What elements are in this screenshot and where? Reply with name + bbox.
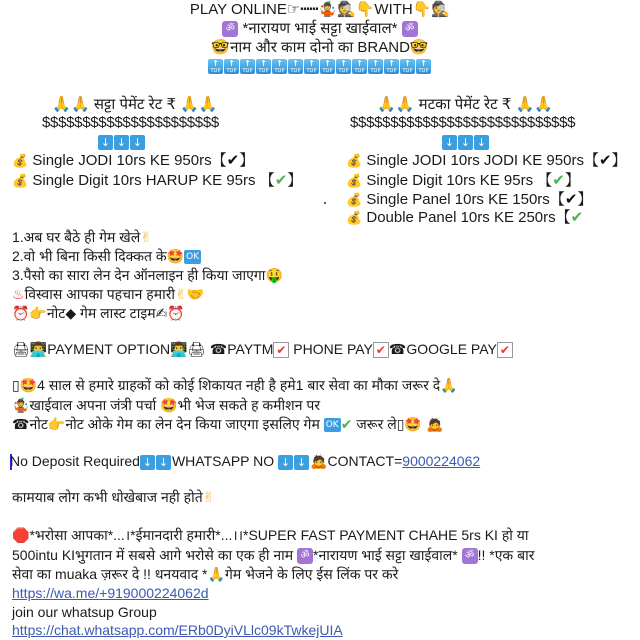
pointing-juggler-detective-emoji-icon: ☞┅┅🤹🕵👇: [286, 0, 375, 18]
down-arrow-icon: ↓: [474, 135, 489, 150]
money-bag-icon: 💰: [346, 174, 363, 189]
payment-paytm: PAYTM: [227, 341, 274, 357]
contact-line: [10, 452, 480, 472]
check-mark-icon: ✔: [226, 151, 240, 169]
money-bag-icon: 💰: [12, 154, 29, 169]
folded-hands-icon: 🙏🙏: [52, 95, 90, 113]
down-arrow-icon: ↓: [98, 135, 113, 150]
top-arrow-icon: ↑ TOP: [224, 59, 239, 74]
nerd-face-icon: 🤓: [409, 38, 429, 56]
telephone-icon: ☎: [12, 417, 30, 433]
top-arrow-icon: ↑ TOP: [336, 59, 351, 74]
down-arrow-icon: ↓: [278, 455, 293, 470]
money-bag-icon: 💰: [346, 211, 363, 226]
rate-text: Single JODI 10rs JODI KE 950rs: [366, 152, 584, 169]
brand-name-text: *नारायण भाई सट्टा खाईवाल*: [238, 20, 402, 37]
check-box-icon: ✔: [373, 342, 389, 358]
rate-text: Single Panel 10rs KE 150rs: [366, 191, 550, 208]
with-text: WITH: [374, 1, 413, 18]
star-struck-bowing-icon: ▯🤩 🙇: [396, 417, 444, 433]
stray-dot: [324, 202, 326, 204]
check-mark-icon: ✔: [564, 190, 578, 208]
satta-dollar-divider: $$$$$$$$$$$$$$$$$$$$$$: [42, 114, 219, 131]
header-line-2: [0, 19, 640, 38]
motto-line: कामयाब लोग कभी धोखेबाज नही होते✌: [12, 489, 215, 506]
wa-me-link-line: [12, 584, 209, 603]
folded-hands-icon: 🙏🙏: [180, 95, 218, 113]
top-arrow-icon: ↑ TOP: [384, 59, 399, 74]
play-online-text: PLAY ONLINE: [189, 1, 287, 18]
matka-rate-title-text: मटका पेमेंट रेट ₹: [414, 96, 516, 113]
ok-button-icon: OK: [186, 252, 200, 263]
bowing-person-icon: 🙇: [310, 454, 328, 470]
check-mark-icon: ✔: [274, 171, 288, 189]
down-arrow-icon: ↓: [140, 455, 155, 470]
money-bag-icon: 💰: [346, 154, 363, 169]
matka-rate-title: [348, 95, 582, 114]
top-arrow-icon: ↑ TOP: [416, 59, 431, 74]
list-item-3: 3.पैसो का सारा लेन देन ऑनलाइन ही किया जाएगा🤑: [12, 267, 283, 284]
list-item-1: 1.अब घर बैठे ही गेम खेले✌: [12, 229, 152, 246]
top-arrow-icon: ↑ TOP: [352, 59, 367, 74]
check-mark-icon: ✔: [570, 208, 584, 226]
telephone-icon: ☎: [388, 342, 407, 358]
note-line: ⏰👉नोट◆ गेम लास्ट टाइम✍⏰: [12, 305, 185, 322]
juggler-icon: 🤹: [12, 398, 30, 414]
down-arrow-icon: ↓: [156, 455, 171, 470]
printer-technologist-icon: 🖨👨‍💻: [12, 342, 48, 358]
star-struck-icon: 🤩: [160, 398, 178, 414]
ok-button-icon: OK: [325, 420, 339, 431]
top-arrow-icon: ↑ TOP: [256, 59, 271, 74]
group-link-line: [12, 621, 343, 640]
alarm-clock-pointing-icon: ⏰👉: [12, 306, 47, 322]
money-bag-icon: 💰: [346, 193, 363, 208]
payment-options-line: [12, 340, 513, 360]
folded-hands-icon: 🙏: [440, 378, 458, 394]
technologist-printer-phone-icon: 👨‍💻🖨 ☎: [170, 342, 228, 358]
top-badge-row: [0, 58, 640, 74]
satta-rate-title-text: सट्टा पेमेंट रेट ₹: [89, 96, 181, 113]
victory-handshake-icon: ✌🤝: [175, 287, 205, 303]
satta-rate-row: 💰 Single Digit 10rs HARUP KE 95rs 【✔】: [12, 171, 303, 189]
om-icon: ॐ: [402, 21, 418, 37]
top-arrow-icon: ↑ TOP: [400, 59, 415, 74]
header-line-1: [0, 0, 640, 19]
info-line-1: ▯🤩4 साल से हमारे ग्राहकों को कोई शिकायत नही है हमे1 बार सेवा का मौका जरूर दे🙏: [12, 377, 458, 394]
folded-hands-icon: 🙏: [207, 567, 225, 583]
header-line-3: [0, 38, 640, 57]
down-arrow-icon: ↓: [294, 455, 309, 470]
join-group-text: join our whatsup Group: [12, 604, 157, 620]
folded-hands-icon: 🙏🙏: [515, 95, 553, 113]
check-mark-icon: ✔: [552, 171, 565, 189]
matka-rate-row: 💰 Single JODI 10rs JODI KE 950rs【✔】: [346, 151, 627, 169]
matka-dollar-divider: $$$$$$$$$$$$$$$$$$$$$$$$$$$$: [350, 114, 576, 131]
star-struck-icon: ▯🤩: [12, 378, 38, 394]
trust-line: ♨विस्वास आपका पहचान हमारी✌🤝: [12, 286, 205, 303]
rate-text: Single JODI 10rs KE 950rs: [32, 152, 212, 169]
matka-rate-row: 💰 Single Digit 10rs KE 95rs 【✔】: [346, 171, 580, 189]
info-line-2: 🤹खाईवाल अपना जंत्री पर्चा 🤩भी भेज सकते ह कमीशन पर: [12, 397, 321, 414]
rate-text: Single Digit 10rs KE 95rs: [366, 172, 538, 189]
down-arrow-icon: ↓: [130, 135, 145, 150]
top-arrow-icon: ↑ TOP: [208, 59, 223, 74]
rate-text: Double Panel 10rs KE 250rs: [366, 209, 556, 226]
satta-rate-row: 💰 Single JODI 10rs KE 950rs【✔】: [12, 151, 255, 169]
victory-hand-icon: ✌: [202, 490, 215, 506]
rate-text: Single Digit 10rs HARUP KE 95rs: [32, 172, 260, 189]
check-mark-icon: ✔: [598, 151, 612, 169]
satta-down-arrows: [98, 133, 146, 150]
wa-me-link[interactable]: https://wa.me/+919000224062d: [12, 585, 209, 601]
om-icon: ॐ: [222, 21, 238, 37]
top-arrow-icon: ↑ TOP: [320, 59, 335, 74]
footer-line-2: 500intu KIभुगतान में सबसे आगे भरोसे का एक ही नाम ॐ *नारायण भाई सट्टा खाईवाल* ॐ !! *एक बार: [12, 547, 535, 563]
top-arrow-icon: ↑ TOP: [304, 59, 319, 74]
satta-rate-title: [40, 95, 230, 114]
pointing-right-icon: 👉: [47, 417, 66, 433]
no-deposit-text: No Deposit Required: [10, 453, 140, 469]
brand-tagline: नाम और काम दोनो का BRAND: [230, 39, 410, 56]
payment-googlepay: GOOGLE PAY: [406, 341, 497, 357]
hot-springs-icon: ♨: [12, 287, 25, 303]
star-struck-icon: 🤩: [166, 249, 185, 265]
om-icon: ॐ: [297, 548, 313, 564]
stop-sign-icon: 🛑: [12, 528, 30, 544]
payment-phonepay: PHONE PAY: [289, 341, 373, 357]
phone-number-link[interactable]: 9000224062: [402, 453, 481, 469]
down-arrow-icon: ↓: [458, 135, 473, 150]
folded-hands-icon: 🙏🙏: [377, 95, 415, 113]
down-arrow-icon: ↓: [442, 135, 457, 150]
check-mark-icon: ✔: [340, 417, 353, 433]
contact-label: CONTACT=: [327, 453, 403, 469]
info-line-3: ☎नोट👉नोट ओके गेम का लेन देन किया जाएगा इसलिए गेम OK ✔ जरूर ले▯🤩 🙇: [12, 416, 444, 433]
top-arrow-icon: ↑ TOP: [240, 59, 255, 74]
top-arrow-icon: ↑ TOP: [272, 59, 287, 74]
nerd-face-icon: 🤓: [211, 38, 231, 56]
check-box-icon: ✔: [273, 342, 289, 358]
writing-hand-alarm-icon: ✍⏰: [155, 306, 185, 322]
victory-hand-icon: ✌: [140, 230, 152, 246]
om-icon: ॐ: [462, 548, 478, 564]
money-bag-icon: 💰: [12, 174, 29, 189]
matka-rate-row: 💰 Double Panel 10rs KE 250rs【✔: [346, 208, 584, 226]
whatsapp-label: WHATSAPP NO: [171, 453, 279, 469]
top-arrow-icon: ↑ TOP: [288, 59, 303, 74]
money-mouth-icon: 🤑: [265, 268, 283, 284]
footer-line-3: सेवा का muaka ज़रूर दे !! धनयवाद *🙏गेम भेजने के लिए ईस लिंक पर करे: [12, 566, 399, 583]
matka-down-arrows: [442, 133, 490, 150]
pointing-detective-emoji-icon: 👇🕵: [412, 0, 451, 18]
down-arrow-icon: ↓: [114, 135, 129, 150]
top-arrow-icon: ↑ TOP: [368, 59, 383, 74]
matka-rate-row: 💰 Single Panel 10rs KE 150rs【✔】: [346, 190, 593, 208]
list-item-2: 2.वो भी बिना किसी दिक्कत के🤩 OK: [12, 248, 200, 265]
payment-option-label: PAYMENT OPTION: [47, 341, 171, 357]
whatsapp-group-link[interactable]: https://chat.whatsapp.com/ERb0DyiVLlc09kTwkejUIA: [12, 622, 343, 638]
check-box-icon: ✔: [497, 342, 513, 358]
footer-line-1: 🛑*भरोसा आपका*...।*ईमानदारी हमारी*...।।*SUPER FAST PAYMENT CHAHE 5rs KI हो या: [12, 527, 529, 544]
